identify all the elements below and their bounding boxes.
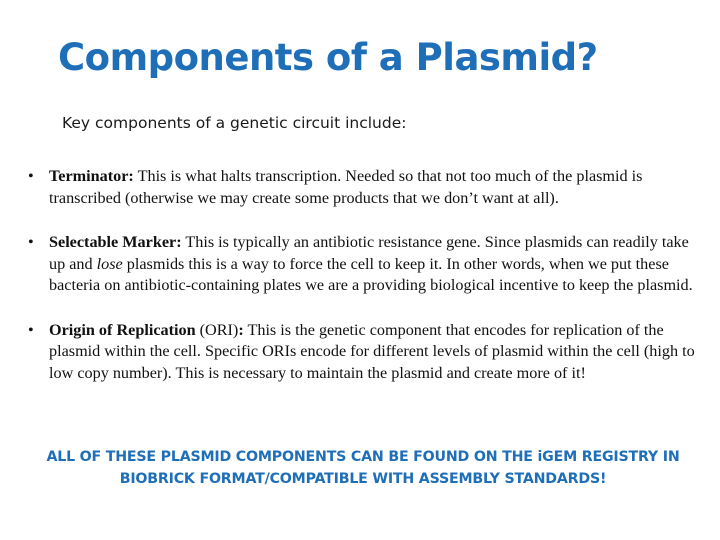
bullet-term-abbreviation: (ORI) <box>195 320 239 339</box>
footer-line-2: BIOBRICK FORMAT/COMPATIBLE WITH ASSEMBLY STANDARDS! <box>119 471 607 487</box>
footer-line-1: ALL OF THESE PLASMID COMPONENTS CAN BE FOUND ON THE iGEM REGISTRY IN <box>46 449 680 465</box>
bullet-list <box>28 166 700 384</box>
bullet-term-colon: : <box>238 320 244 339</box>
bullet-selectable-marker <box>28 232 700 297</box>
bullet-term: Terminator: <box>49 167 134 185</box>
bullet-dot: • <box>28 320 34 339</box>
bullet-terminator <box>28 166 700 209</box>
bullet-term: Selectable Marker: <box>49 233 182 251</box>
bullet-dot: • <box>28 233 34 251</box>
slide-title: Components of a Plasmid? <box>58 36 598 79</box>
slide-subtitle: Key components of a genetic circuit include: <box>62 114 407 132</box>
bullet-text-continued: plasmids this is a way to force the cell to keep it. In other words, when we put these bacteria on antibiotic-containing plates we are a providing biological incentive to keep the plasmid. <box>49 254 693 294</box>
bullet-emphasis: lose <box>96 254 123 273</box>
bullet-term: Origin of Replication <box>49 320 196 339</box>
footer-callout <box>28 446 698 490</box>
bullet-text: This is the genetic component that encodes for replication of the plasmid within the cell. Specific ORIs encode for different levels of plasmid within the cell (high to low copy number). This is necessary to maintain the plasmid and create more of it! <box>49 320 695 382</box>
bullet-dot: • <box>28 167 34 185</box>
bullet-text: This is typically an antibiotic resistance gene. Since plasmids can readily take up and <box>49 233 689 273</box>
bullet-origin-of-replication <box>28 320 700 385</box>
bullet-text: This is what halts transcription. Needed so that not too much of the plasmid is transcribed (otherwise we may create some products that we don’t want at all). <box>49 167 643 207</box>
